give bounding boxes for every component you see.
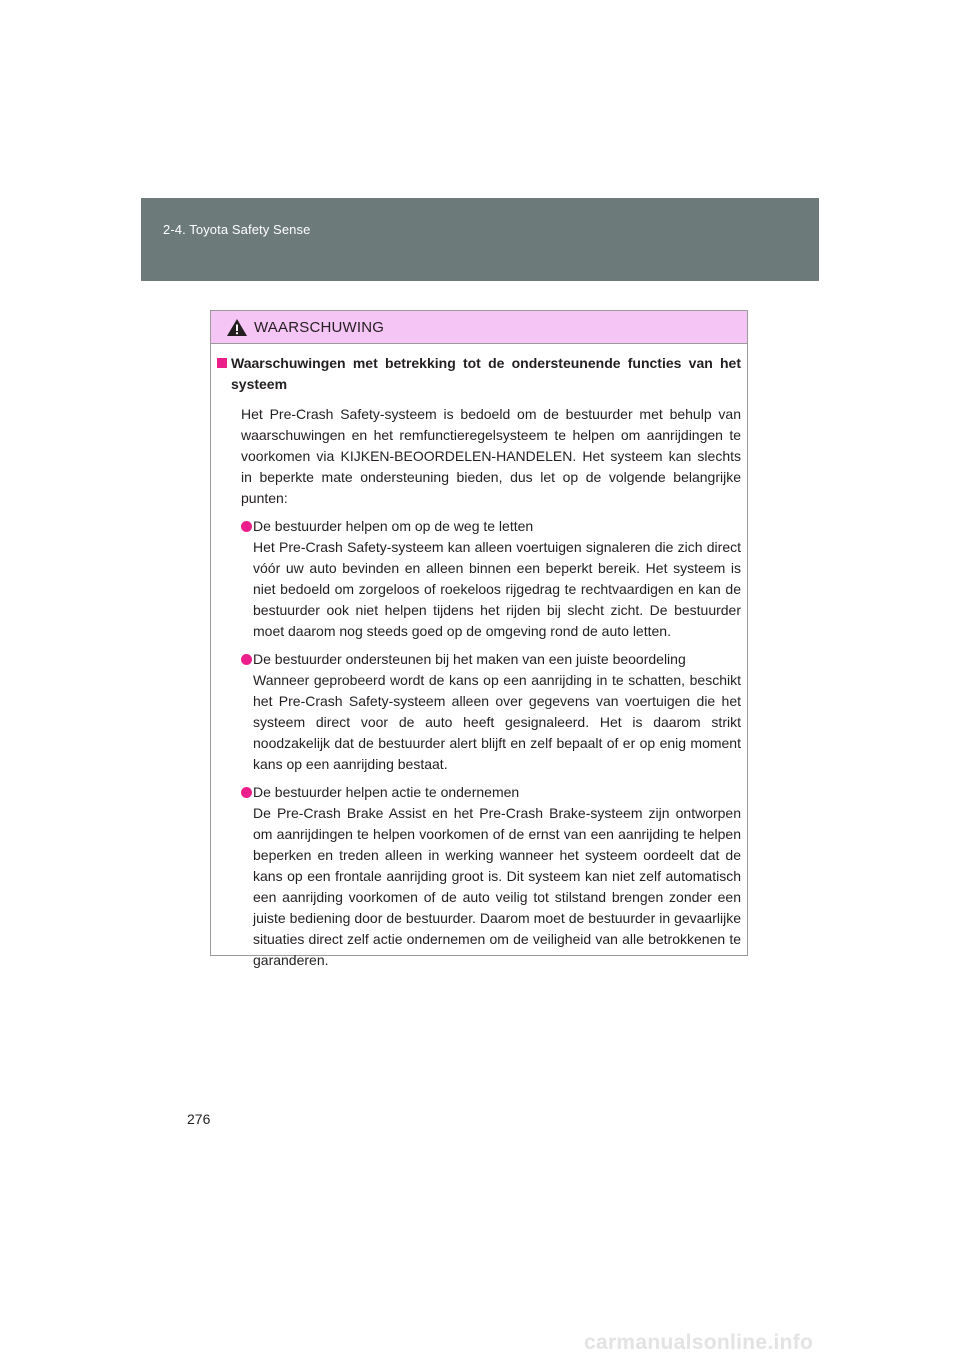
bullet-item [241,782,741,971]
warning-triangle-icon [226,318,248,337]
bullet-title: De bestuurder helpen actie te ondernemen [253,784,520,800]
warning-intro: Het Pre-Crash Safety-systeem is bedoeld om de bestuurder met behulp van waarschuwingen en het remfunctieregelsysteem te helpen om aanrijdingen te voorkomen via KIJKEN-BEOORDELEN-HANDELEN. Het systeem kan slechts in beperkte mate ondersteuning bieden, dus let op de volgende belangrijke punten: [241,406,741,506]
bullet-item [241,649,741,775]
square-bullet-icon [217,358,227,368]
bullet-title: De bestuurder helpen om op de weg te letten [253,518,534,534]
bullet-text: Wanneer geprobeerd wordt de kans op een aanrijding in te schatten, beschikt het Pre-Crash Safety-systeem alleen over gegevens van voertuigen die het systeem direct voor de auto heeft gesignaleerd. Het is daarom strikt noodzakelijk dat de bestuurder alert blijft en zelf bepaalt of er op enig moment kans op een aanrijding bestaat. [253,672,741,772]
circle-bullet-icon [241,654,252,665]
section-header-band [141,198,819,281]
page-number: 276 [187,1111,211,1127]
warning-box [210,310,748,968]
warning-subheading-text: Waarschuwingen met betrekking tot de ondersteunende functies van het systeem [231,355,741,392]
warning-body [211,344,747,971]
section-title: 2-4. Toyota Safety Sense [163,222,311,237]
bullet-item [241,516,741,642]
bullet-text: Het Pre-Crash Safety-systeem kan alleen voertuigen signaleren die zich direct vóór uw auto bevinden en alleen binnen een beperkt bereik. Het systeem is niet bedoeld om zorgeloos of roekeloos rijgedrag te rechtvaardigen en kan de bestuurder ook niet helpen tijdens het rijden bij slecht zicht. De bestuurder moet daarom nog steeds goed op de omgeving rond de auto letten. [253,539,741,639]
bullet-title: De bestuurder ondersteunen bij het maken van een juiste beoordeling [253,651,686,667]
warning-header [211,311,747,344]
circle-bullet-icon [241,521,252,532]
circle-bullet-icon [241,787,252,798]
warning-title: WAARSCHUWING [254,319,385,336]
watermark: carmanualsonline.info [584,1331,814,1354]
warning-subheading [217,353,741,395]
bullet-text: De Pre-Crash Brake Assist en het Pre-Crash Brake-systeem zijn ontworpen om aanrijdingen te helpen voorkomen of de ernst van een aanrijding te helpen beperken en treden alleen in werking wanneer het systeem oordeelt dat de kans op een frontale aanrijding groot is. Dit systeem kan niet zelf automatisch een aanrijding voorkomen of de auto veilig tot stilstand brengen zonder een juiste bediening door de bestuurder. Daarom moet de bestuurder in gevaarlijke situaties direct zelf actie ondernemen om de veiligheid van alle betrokkenen te garanderen. [253,805,741,968]
